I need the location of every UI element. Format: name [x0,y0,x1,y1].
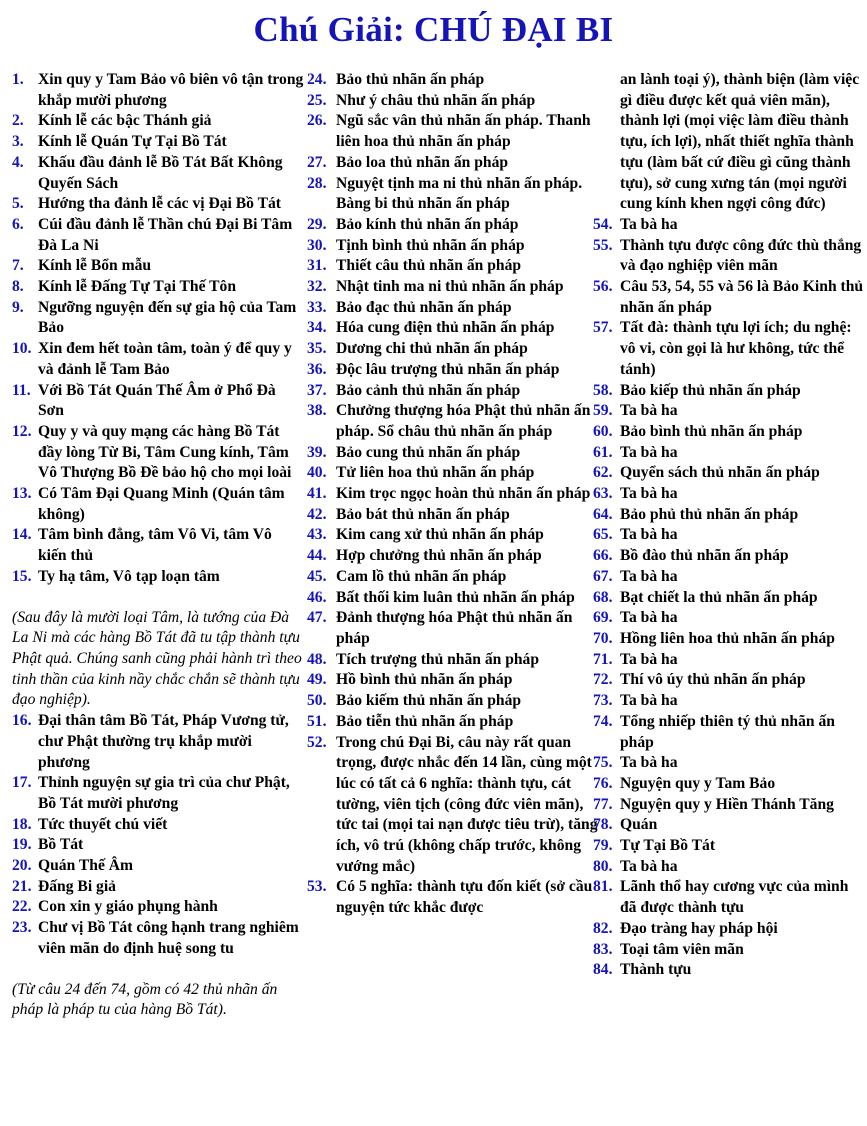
item-number: 25. [307,91,327,109]
item-number: 39. [307,443,327,461]
list-item [12,132,304,153]
item-number: 17. [12,774,32,792]
item-number: 57. [593,319,613,337]
list-item [307,505,607,526]
item-text: Kính lễ Đấng Tự Tại Thế Tôn [38,278,237,296]
column-3 [593,70,867,981]
item-number: 60. [593,422,613,440]
item-text: Quán [620,816,658,834]
item-text: Cam lồ thủ nhãn ấn pháp [336,567,507,585]
item-text: Ta bà ha [620,857,678,875]
item-number: 14. [12,526,32,544]
item-text: Tự Tại Bồ Tát [620,837,716,855]
list-item [307,360,607,381]
item-text: Thành tựu [620,961,692,979]
list-item [307,546,607,567]
list-item [593,795,867,816]
list-item [12,111,304,132]
item-text: Chưởng thượng hóa Phật thủ nhãn ấn pháp. Sổ châu thủ nhãn ấn pháp [336,402,591,440]
item-number: 38. [307,402,327,420]
item-number: 48. [307,650,327,668]
item-text: Nguyện quy y Hiền Thánh Tăng [620,795,834,813]
list-item [12,422,304,484]
item-text: Kim cang xử thủ nhãn ấn pháp [336,526,544,544]
item-number: 8. [12,278,24,296]
item-number: 22. [12,898,32,916]
item-text: Khấu đầu đảnh lễ Bồ Tát Bất Không Quyến Sách [38,153,283,192]
item-number: 68. [593,588,613,606]
item-text: Hợp chưởng thủ nhãn ấn pháp [336,547,542,565]
item-text: Có 5 nghĩa: thành tựu đốn kiết (sở cầu nguyện tức khắc được [336,878,593,917]
item-text: Độc lâu trượng thủ nhãn ấn pháp [336,360,560,378]
list-item [593,774,867,795]
list-item [12,153,304,194]
item-text: Ta bà ha [620,485,678,503]
list-item [307,381,607,402]
item-text: Ngưỡng nguyện đến sự gia hộ của Tam Bảo [38,298,297,337]
item-text: Tâm bình đẳng, tâm Vô Vi, tâm Vô kiến thủ [38,526,272,565]
list-item [307,463,607,484]
item-text: Bất thối kim luân thủ nhãn ấn pháp [336,588,575,606]
column-2 [307,70,607,919]
list-item [593,463,867,484]
item-number: 7. [12,257,24,275]
item-text: Kính lễ các bậc Thánh giả [38,112,212,130]
list-item [593,567,867,588]
list-item [593,70,867,215]
item-text: Nguyệt tịnh ma ni thủ nhãn ấn pháp. Bàng bi thủ nhãn ấn pháp [336,174,583,213]
list-item [307,318,607,339]
item-number: 67. [593,567,613,585]
item-text: Tất đà: thành tựu lợi ích; du nghệ: vô vi, còn gọi là hư không, tức thể tánh) [620,319,852,378]
item-number: 52. [307,733,327,751]
item-text: an lành toại ý), thành biện (làm việc gì điều được kết quả viên mãn), thành lợi (mọi việc làm điều thành tựu, ích lợi), nhất thiết nghĩa thành tựu (làm bất cứ điều gì cũng thành tựu), sở cung xưng tán (mọi người cung kính khen ngợi công đức) [620,71,860,213]
item-number: 41. [307,485,327,503]
list-item [593,608,867,629]
list-item [12,711,304,773]
item-number: 84. [593,961,613,979]
item-number: 58. [593,381,613,399]
item-number: 62. [593,464,613,482]
list-item [593,484,867,505]
list-item [307,691,607,712]
item-text: Câu 53, 54, 55 và 56 là Bảo Kinh thủ nhãn ấn pháp [620,278,864,316]
list-item [307,215,607,236]
item-number: 46. [307,588,327,606]
item-number: 77. [593,795,613,813]
item-number: 73. [593,692,613,710]
item-text: Bảo kiếm thủ nhãn ấn pháp [336,692,522,710]
item-number: 53. [307,878,327,896]
item-number: 36. [307,360,327,378]
item-number: 27. [307,153,327,171]
item-text: Với Bồ Tát Quán Thế Âm ở Phổ Đà Sơn [38,381,276,420]
list-item [593,670,867,691]
item-text: Thí vô úy thủ nhãn ấn pháp [620,671,806,689]
item-text: Ty hạ tâm, Vô tạp loạn tâm [38,567,220,585]
item-text: Quyển sách thủ nhãn ấn pháp [620,464,820,482]
list-item [593,381,867,402]
item-number: 15. [12,567,32,585]
explanatory-note: (Từ câu 24 đến 74, gồm có 42 thủ nhãn ấn pháp là pháp tu của hàng Bồ Tát). [12,980,278,1019]
list-item [307,712,607,733]
item-number: 43. [307,526,327,544]
list-item [307,298,607,319]
list-item [593,650,867,671]
list-item [12,525,304,566]
item-text: Bảo kiếp thủ nhãn ấn pháp [620,381,801,399]
list-item [307,588,607,609]
list-item [593,546,867,567]
item-number: 4. [12,153,24,171]
list-item [307,877,607,918]
item-number: 80. [593,857,613,875]
item-text: Tổng nhiếp thiên tý thủ nhãn ấn pháp [620,712,835,751]
item-text: Bảo phủ thủ nhãn ấn pháp [620,505,799,523]
list-item [307,484,607,505]
list-item [593,236,867,277]
list-item [593,836,867,857]
item-number: 16. [12,712,32,730]
item-number: 83. [593,940,613,958]
item-text: Ta bà ha [620,215,678,233]
list-item [593,401,867,422]
item-text: Thỉnh nguyện sự gia trì của chư Phật, Bồ Tát mười phương [38,774,290,812]
item-text: Như ý châu thủ nhãn ấn pháp [336,91,536,109]
item-number: 69. [593,609,613,627]
item-text: Ta bà ha [620,754,678,772]
item-text: Lãnh thổ hay cương vực của mình đã được thành tựu [620,878,849,917]
item-number [593,70,620,215]
list-item [12,277,304,298]
item-number: 81. [593,878,613,896]
list-item [12,381,304,422]
item-number: 59. [593,402,613,420]
item-number: 32. [307,278,327,296]
item-number: 2. [12,112,24,130]
item-text: Ta bà ha [620,567,678,585]
list-item [12,484,304,525]
list-item [593,525,867,546]
list-item [307,670,607,691]
item-number: 12. [12,422,32,440]
item-text: Hướng tha đảnh lễ các vị Đại Bồ Tát [38,195,281,213]
item-text: Tích trượng thủ nhãn ấn pháp [336,650,540,668]
list-item [307,153,607,174]
item-text: Xin quy y Tam Bảo vô biên vô tận trong khắp mười phương [38,71,304,109]
spacer [12,960,304,980]
column-1 [12,70,304,1021]
list-item [593,318,867,380]
item-text: Tử liên hoa thủ nhãn ấn pháp [336,464,535,482]
item-number: 42. [307,505,327,523]
list-item [593,422,867,443]
item-text: Thiết câu thủ nhãn ấn pháp [336,257,522,275]
item-text: Tức thuyết chú viết [38,815,168,833]
item-text: Chư vị Bồ Tát công hạnh trang nghiêm viên mãn do định huệ song tu [38,919,299,957]
item-number: 45. [307,567,327,585]
item-number: 21. [12,877,32,895]
item-text: Quy y và quy mạng các hàng Bồ Tát đầy lòng Từ Bi, Tâm Cung kính, Tâm Vô Thượng Bồ Đề bảo hộ cho mọi loài [38,422,292,482]
list-item [307,174,607,215]
item-number: 37. [307,381,327,399]
list-item [593,505,867,526]
list-item [307,608,607,649]
item-number: 79. [593,837,613,855]
list-item [593,857,867,878]
list-item [307,443,607,464]
list-item [593,691,867,712]
item-number: 78. [593,816,613,834]
item-number: 40. [307,464,327,482]
item-number: 5. [12,195,24,213]
item-number: 1. [12,71,24,88]
list-item [307,277,607,298]
item-number: 51. [307,712,327,730]
list-item [307,650,607,671]
list-item [12,256,304,277]
list-item [593,940,867,961]
item-number: 18. [12,815,32,833]
item-text: Ta bà ha [620,526,678,544]
item-text: Hồng liên hoa thủ nhãn ấn pháp [620,629,835,647]
item-text: Bồ Tát [38,836,84,854]
item-number: 54. [593,215,613,233]
item-number: 47. [307,609,327,627]
item-text: Xin đem hết toàn tâm, toàn ý để quy y và đảnh lễ Tam Bảo [38,340,292,378]
item-number: 56. [593,278,613,296]
item-text: Ta bà ha [620,443,678,461]
list-item [593,629,867,650]
item-text: Tịnh bình thủ nhãn ấn pháp [336,236,525,254]
list-item [307,525,607,546]
item-number: 11. [12,381,31,399]
list-item [307,111,607,152]
list-item [593,815,867,836]
item-text: Dương chi thủ nhãn ấn pháp [336,340,528,358]
item-text: Bảo đạc thủ nhãn ấn pháp [336,298,512,316]
list-item [593,960,867,981]
list-item [12,815,304,836]
explanatory-note: (Sau đây là mười loại Tâm, là tướng của Đà La Ni mà các hàng Bồ Tát đã tu tập thành tựu Phật quả. Chúng sanh cũng phải hành trì theo tinh thần của kinh nầy chắc chắn sẽ thành tựu đạo nghiệp). [12,608,302,709]
item-text: Ta bà ha [620,650,678,668]
item-text: Toại tâm viên mãn [620,940,744,958]
page-title: Chú Giải: CHÚ ĐẠI BI [253,10,614,49]
item-number: 3. [12,133,24,151]
item-number: 20. [12,857,32,875]
list-item [593,712,867,753]
list-item [12,773,304,814]
list-item [307,91,607,112]
list-item [12,897,304,918]
item-number: 10. [12,340,32,358]
list-item [12,339,304,380]
list-item [593,215,867,236]
item-text: Cúi đầu đảnh lễ Thần chú Đại Bi Tâm Đà La Ni [38,215,293,254]
list-item [12,298,304,339]
item-number: 30. [307,236,327,254]
item-number: 65. [593,526,613,544]
item-number: 26. [307,112,327,130]
item-text: Nhật tinh ma ni thủ nhãn ấn pháp [336,278,564,296]
list-item [593,919,867,940]
item-number: 75. [593,754,613,772]
item-number: 49. [307,671,327,689]
item-number: 24. [307,71,327,88]
item-number: 19. [12,836,32,854]
list-item [307,256,607,277]
item-text: Bảo bát thủ nhãn ấn pháp [336,505,510,523]
item-text: Ngũ sắc vân thủ nhãn ấn pháp. Thanh liên hoa thủ nhãn ấn pháp [336,112,591,151]
item-text: Ta bà ha [620,609,678,627]
item-number: 28. [307,174,327,192]
list-item [593,753,867,774]
list-item [307,70,607,91]
list-item [12,70,304,111]
item-number: 72. [593,671,613,689]
spacer [12,588,304,608]
item-text: Ta bà ha [620,402,678,420]
item-text: Đấng Bi giả [38,877,116,895]
item-text: Quán Thế Âm [38,857,134,875]
item-text: Kính lễ Bổn mẫu [38,257,152,275]
item-text: Bồ đào thủ nhãn ấn pháp [620,547,789,565]
list-item [307,236,607,257]
item-number: 34. [307,319,327,337]
item-number: 33. [307,298,327,316]
item-text: Kim trọc ngọc hoàn thủ nhãn ấn pháp [336,485,591,503]
item-text: Bảo cảnh thủ nhãn ấn pháp [336,381,521,399]
item-number: 23. [12,919,32,937]
item-number: 63. [593,485,613,503]
item-text: Có Tâm Đại Quang Minh (Quán tâm không) [38,485,285,523]
item-text: Con xin y giáo phụng hành [38,898,218,916]
item-text: Bảo bình thủ nhãn ấn pháp [620,422,803,440]
item-text: Nguyện quy y Tam Bảo [620,774,776,792]
item-text: Bạt chiết la thủ nhãn ấn pháp [620,588,818,606]
item-text: Đại thân tâm Bồ Tát, Pháp Vương tử, chư Phật thường trụ khắp mười phương [38,712,289,771]
list-item [12,194,304,215]
item-text: Bảo cung thủ nhãn ấn pháp [336,443,521,461]
item-number: 29. [307,215,327,233]
list-item [593,443,867,464]
item-text: Ta bà ha [620,692,678,710]
item-number: 35. [307,340,327,358]
item-text: Kính lễ Quán Tự Tại Bồ Tát [38,133,227,151]
item-number: 74. [593,712,613,730]
item-number: 61. [593,443,613,461]
item-text: Bảo tiễn thủ nhãn ấn pháp [336,712,514,730]
item-number: 13. [12,485,32,503]
list-item [12,877,304,898]
item-number: 44. [307,547,327,565]
list-item [593,588,867,609]
item-text: Trong chú Đại Bi, câu này rất quan trọng, được nhắc đến 14 lần, cùng một lúc có tất cả 6 nghĩa: thành tựu, cát tường, viên tịch (công đức viên mãn), tức tai (mọi tai nạn được tiêu trừ), tăng ích, vô trú (không chấp trước, không vướng mắc) [336,733,598,875]
list-item [12,918,304,959]
list-item [307,733,607,878]
list-item [307,567,607,588]
list-item [593,277,867,318]
item-number: 66. [593,547,613,565]
item-text: Đảnh thượng hóa Phật thủ nhãn ấn pháp [336,609,573,647]
item-number: 9. [12,298,24,316]
item-number: 6. [12,215,24,233]
item-text: Bảo loa thủ nhãn ấn pháp [336,153,509,171]
item-number: 82. [593,919,613,937]
item-text: Bảo kính thủ nhãn ấn pháp [336,215,519,233]
item-number: 50. [307,692,327,710]
item-number: 31. [307,257,327,275]
item-number: 70. [593,629,613,647]
item-number: 64. [593,505,613,523]
list-item [12,835,304,856]
list-item [12,215,304,256]
item-text: Bảo thủ nhãn ấn pháp [336,71,485,88]
item-text: Thành tựu được công đức thù thắng và đạo nghiệp viên mãn [620,236,862,275]
item-number: 76. [593,774,613,792]
item-text: Đạo tràng hay pháp hội [620,919,778,937]
item-text: Hóa cung điện thủ nhãn ấn pháp [336,319,555,337]
item-number: 71. [593,650,613,668]
item-number: 55. [593,236,613,254]
list-item [12,856,304,877]
list-item [12,567,304,588]
list-item [593,877,867,918]
list-item [307,339,607,360]
item-text: Hồ bình thủ nhãn ấn pháp [336,671,513,689]
list-item [307,401,607,442]
